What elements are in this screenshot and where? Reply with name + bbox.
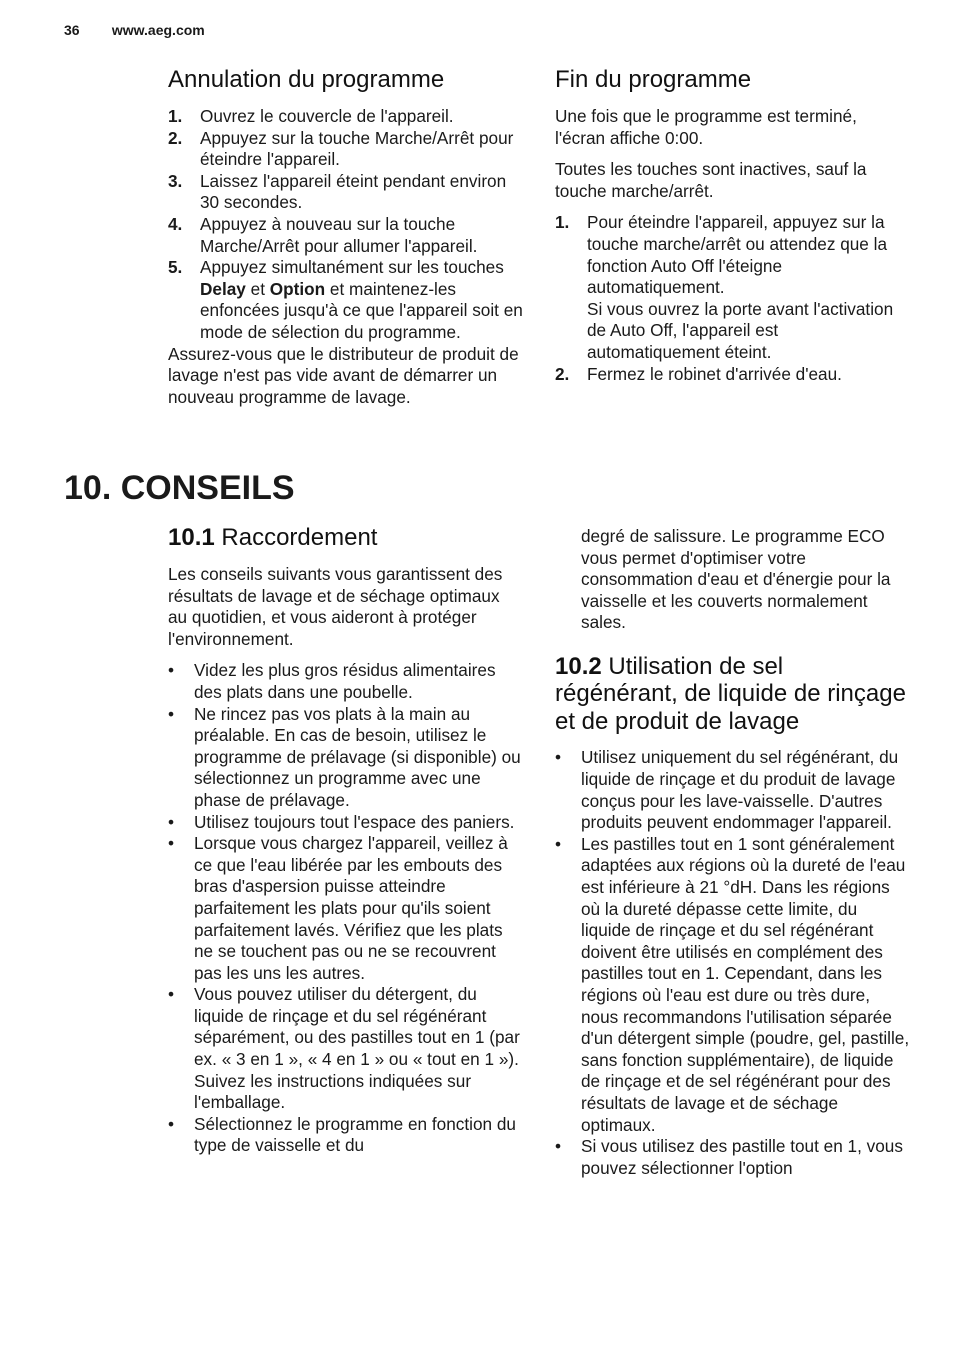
section-number: 10.1 bbox=[168, 524, 215, 551]
fin-paragraph-2: Toutes les touches sont inactives, sauf la touche marche/arrêt. bbox=[555, 159, 867, 201]
bullet-icon: • bbox=[555, 833, 562, 854]
list-item bbox=[168, 1114, 523, 1157]
bullet-icon: • bbox=[168, 811, 175, 832]
step-number: 2. bbox=[168, 127, 183, 148]
step-number: 5. bbox=[168, 257, 183, 278]
fin-section bbox=[555, 66, 910, 385]
step-text: Laissez l'appareil éteint pendant environ 30 secondes. bbox=[200, 170, 507, 213]
chapter-heading bbox=[64, 468, 295, 508]
page-number: 36 bbox=[64, 22, 80, 38]
utilisation-heading bbox=[555, 653, 910, 736]
bullet-text: Videz les plus gros résidus alimentaires des plats dans une poubelle. bbox=[194, 660, 496, 702]
page-header bbox=[64, 22, 205, 38]
fin-steps bbox=[555, 212, 910, 385]
bullet-text: Lorsque vous chargez l'appareil, veillez à ce que l'eau libérée par les embouts des bras d'aspersion puisse atteindre parfaitement les plats pour qu'ils soient parfaitement lavés. Vérifiez que les plats ne se touchent pas ou ne se recouvrent pas les uns les autres. bbox=[194, 833, 508, 983]
step-text: et maintenez-les enfoncées jusqu'à ce que l'appareil soit en mode de sélection du programme. bbox=[200, 278, 523, 342]
step-number: 1. bbox=[555, 212, 570, 233]
annulation-note: Assurez-vous que le distributeur de produit de lavage n'est pas vide avant de démarrer un nouveau programme de lavage. bbox=[168, 343, 519, 407]
step-text: Pour éteindre l'appareil, appuyez sur la touche marche/arrêt ou attendez que la fonction Auto Off l'éteigne automatiquement. bbox=[587, 212, 888, 298]
step-number: 2. bbox=[555, 363, 570, 384]
bullet-text: Ne rincez pas vos plats à la main au préalable. En cas de besoin, utilisez le programme de prélavage (si disponible) ou sélectionnez un programme avec une phase de prélavage. bbox=[194, 703, 521, 810]
list-item bbox=[555, 747, 910, 833]
section-title: Utilisation de sel régénérant, de liquide de rinçage et de produit de lavage bbox=[555, 652, 906, 735]
step-text: Appuyez à nouveau sur la touche Marche/Arrêt pour allumer l'appareil. bbox=[200, 213, 478, 256]
delay-key-label: Delay bbox=[200, 278, 246, 299]
raccordement-intro: Les conseils suivants vous garantissent des résultats de lavage et de séchage optimaux au quotidien, et vous aideront à protéger l'environnement. bbox=[168, 564, 503, 649]
step-text: Fermez le robinet d'arrivée d'eau. bbox=[587, 363, 842, 384]
list-item bbox=[555, 364, 910, 386]
raccordement-continuation: degré de salissure. Le programme ECO vous permet d'optimiser votre consommation d'eau et d'énergie pour la vaisselle et les couverts normalement sales. bbox=[581, 526, 891, 633]
list-item bbox=[168, 660, 523, 703]
step-text: Ouvrez le couvercle de l'appareil. bbox=[200, 106, 454, 126]
utilisation-bullets bbox=[555, 747, 910, 1179]
list-item bbox=[555, 1136, 910, 1179]
bullet-text: Si vous utilisez des pastille tout en 1, vous pouvez sélectionner l'option bbox=[581, 1136, 903, 1178]
bullet-text: Les pastilles tout en 1 sont généralement adaptées aux régions où la dureté de l'eau est inférieure à 21 °dH. Dans les régions où la dureté dépasse cette limite, du liquide de rinçage et du sel régénérant doivent être utilisés en complément des pastilles tout en 1. Cependant, dans les régions où l'eau est dure ou très dure, nous recommandons l'utilisation séparée d'un détergent simple (poudre, gel, pastille, sans fonction supplémentaire), de liquide de rinçage et de sel régénérant pour des résultats de lavage et de séchage optimaux. bbox=[581, 833, 910, 1135]
raccordement-section bbox=[168, 524, 523, 1157]
list-item bbox=[168, 257, 523, 343]
bullet-text: Vous pouvez utiliser du détergent, du liquide de rinçage et du sel régénérant séparément, ou des pastilles tout en 1 (par ex. « 3 en 1 », « 4 en 1 » ou « tout en 1 »). Suivez les instructions indiquées sur l'emballage. bbox=[194, 984, 520, 1113]
annulation-steps bbox=[168, 106, 523, 344]
step-number: 3. bbox=[168, 170, 183, 191]
list-item bbox=[168, 106, 523, 128]
fin-paragraph-1: Une fois que le programme est terminé, l'écran affiche 0:00. bbox=[555, 106, 857, 148]
step-text: Appuyez sur la touche Marche/Arrêt pour éteindre l'appareil. bbox=[200, 127, 514, 170]
annulation-section bbox=[168, 66, 523, 408]
list-item bbox=[168, 984, 523, 1114]
list-item bbox=[168, 171, 523, 214]
list-item bbox=[168, 833, 523, 984]
website: www.aeg.com bbox=[111, 22, 205, 38]
bullet-text: Utilisez uniquement du sel régénérant, du liquide de rinçage et du produit de lavage conçus pour les lave-vaisselle. D'autres produits peuvent endommager l'appareil. bbox=[581, 747, 899, 833]
step-text: et bbox=[245, 278, 270, 299]
chapter-number: 10. bbox=[64, 469, 112, 507]
annulation-title: Annulation du programme bbox=[168, 66, 445, 93]
bullet-icon: • bbox=[168, 1113, 175, 1134]
list-item bbox=[168, 128, 523, 171]
bullet-text: Sélectionnez le programme en fonction du type de vaisselle et du bbox=[194, 1113, 516, 1156]
step-number: 1. bbox=[168, 106, 183, 126]
list-item bbox=[168, 214, 523, 257]
step-text: Appuyez simultanément sur les touches bbox=[200, 257, 504, 278]
chapter-title: CONSEILS bbox=[120, 469, 295, 507]
list-item bbox=[555, 834, 910, 1136]
step-extra-text: Si vous ouvrez la porte avant l'activation de Auto Off, l'appareil est automatiquement éteint. bbox=[587, 298, 894, 362]
bullet-text: Utilisez toujours tout l'espace des paniers. bbox=[194, 811, 515, 832]
fin-title: Fin du programme bbox=[555, 66, 752, 93]
list-item bbox=[168, 704, 523, 812]
bullet-icon: • bbox=[168, 833, 175, 854]
section-title: Raccordement bbox=[221, 524, 378, 551]
list-item bbox=[168, 812, 523, 834]
section-number: 10.2 bbox=[555, 652, 602, 680]
option-key-label: Option bbox=[269, 278, 326, 299]
list-item bbox=[555, 212, 910, 363]
bullet-icon: • bbox=[168, 984, 175, 1005]
step-number: 4. bbox=[168, 213, 183, 234]
right-bottom-column bbox=[555, 526, 910, 1179]
bullet-icon: • bbox=[168, 660, 175, 681]
raccordement-bullets bbox=[168, 660, 523, 1157]
bullet-icon: • bbox=[555, 747, 562, 768]
bullet-icon: • bbox=[555, 1136, 562, 1157]
raccordement-heading bbox=[168, 524, 523, 552]
bullet-icon: • bbox=[168, 703, 175, 724]
